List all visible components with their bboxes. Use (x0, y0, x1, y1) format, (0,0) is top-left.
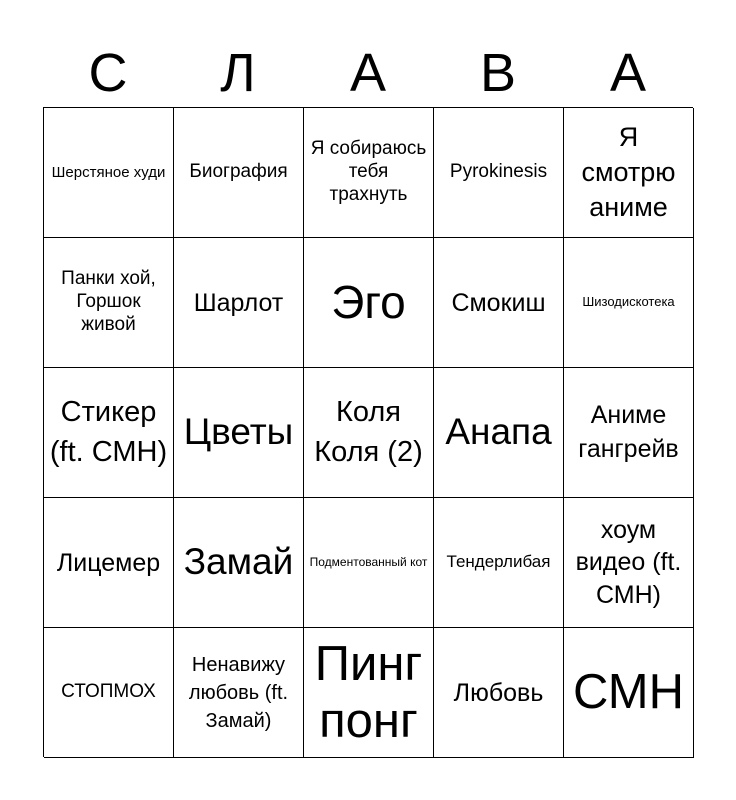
bingo-cell-r4c3[interactable] (304, 498, 434, 628)
bingo-cell-r5c4[interactable] (434, 628, 564, 758)
bingo-cell-r1c4[interactable] (434, 108, 564, 238)
bingo-cell-label: Смокиш (451, 288, 546, 317)
bingo-cell-r2c5[interactable] (564, 238, 694, 368)
bingo-cell-r2c1[interactable] (44, 238, 174, 368)
bingo-cell-label: Панки хой, Горшок живой (61, 268, 156, 335)
header-letter-1: С (88, 43, 128, 103)
bingo-cell-r3c4[interactable] (434, 368, 564, 498)
bingo-cell-label: Анапа (445, 411, 552, 453)
bingo-cell-label: Коля Коля (2) (314, 396, 423, 468)
bingo-cell-label: Ненавижу любовь (ft. Замай) (188, 653, 289, 732)
bingo-cell-r1c2[interactable] (174, 108, 304, 238)
bingo-cell-label: Шарлот (193, 288, 284, 317)
bingo-cell-label: Шизодискотека (582, 294, 675, 310)
bingo-cell-r2c3[interactable] (304, 238, 434, 368)
bingo-cell-r4c4[interactable] (434, 498, 564, 628)
bingo-header (43, 40, 693, 106)
bingo-cell-label: Стикер (ft. СМН) (49, 396, 168, 468)
bingo-cell-label: Я собираюсь тебя трахнуть (310, 138, 427, 205)
header-letter-5: А (609, 43, 647, 103)
bingo-cell-label: Pyrokinesis (449, 161, 548, 183)
bingo-cell-label: Я смотрю аниме (581, 121, 676, 223)
bingo-cell-r1c1[interactable] (44, 108, 174, 238)
bingo-cell-label: Подментованный кот (309, 554, 428, 569)
bingo-cell-label: Эго (331, 275, 406, 328)
header-letter-3: А (349, 43, 387, 103)
bingo-cell-label: Аниме гангрейв (578, 400, 679, 463)
bingo-board (43, 107, 693, 757)
bingo-cell-r5c5[interactable] (564, 628, 694, 758)
bingo-cell-r5c1[interactable] (44, 628, 174, 758)
bingo-cell-label: Лицемер (56, 548, 161, 577)
bingo-cell-r1c3[interactable] (304, 108, 434, 238)
bingo-cell-r3c2[interactable] (174, 368, 304, 498)
bingo-cell-r5c2[interactable] (174, 628, 304, 758)
header-letter-2: Л (220, 43, 256, 103)
bingo-cell-label: Любовь (453, 678, 544, 707)
bingo-cell-r3c5[interactable] (564, 368, 694, 498)
bingo-cell-label: Биография (189, 161, 288, 183)
bingo-cell-r2c2[interactable] (174, 238, 304, 368)
bingo-cell-r4c1[interactable] (44, 498, 174, 628)
bingo-cell-r4c2[interactable] (174, 498, 304, 628)
header-letter-4: В (479, 43, 517, 103)
bingo-cell-label: Шерстяное худи (51, 163, 166, 181)
bingo-cell-r1c5[interactable] (564, 108, 694, 238)
bingo-cell-label: Замай (183, 541, 294, 583)
bingo-cell-r2c4[interactable] (434, 238, 564, 368)
bingo-cell-label: Пинг понг (314, 637, 423, 748)
bingo-cell-label: Цветы (183, 411, 294, 453)
bingo-cell-r3c3[interactable] (304, 368, 434, 498)
bingo-cell-label: СТОПМОХ (61, 681, 156, 703)
bingo-cell-r3c1[interactable] (44, 368, 174, 498)
bingo-cell-label: СМН (572, 665, 685, 720)
bingo-cell-r5c3[interactable] (304, 628, 434, 758)
bingo-cell-label: Тендерлибая (446, 552, 551, 572)
bingo-cell-r4c5[interactable] (564, 498, 694, 628)
bingo-cell-label: хоум видео (ft. СМН) (575, 515, 682, 609)
